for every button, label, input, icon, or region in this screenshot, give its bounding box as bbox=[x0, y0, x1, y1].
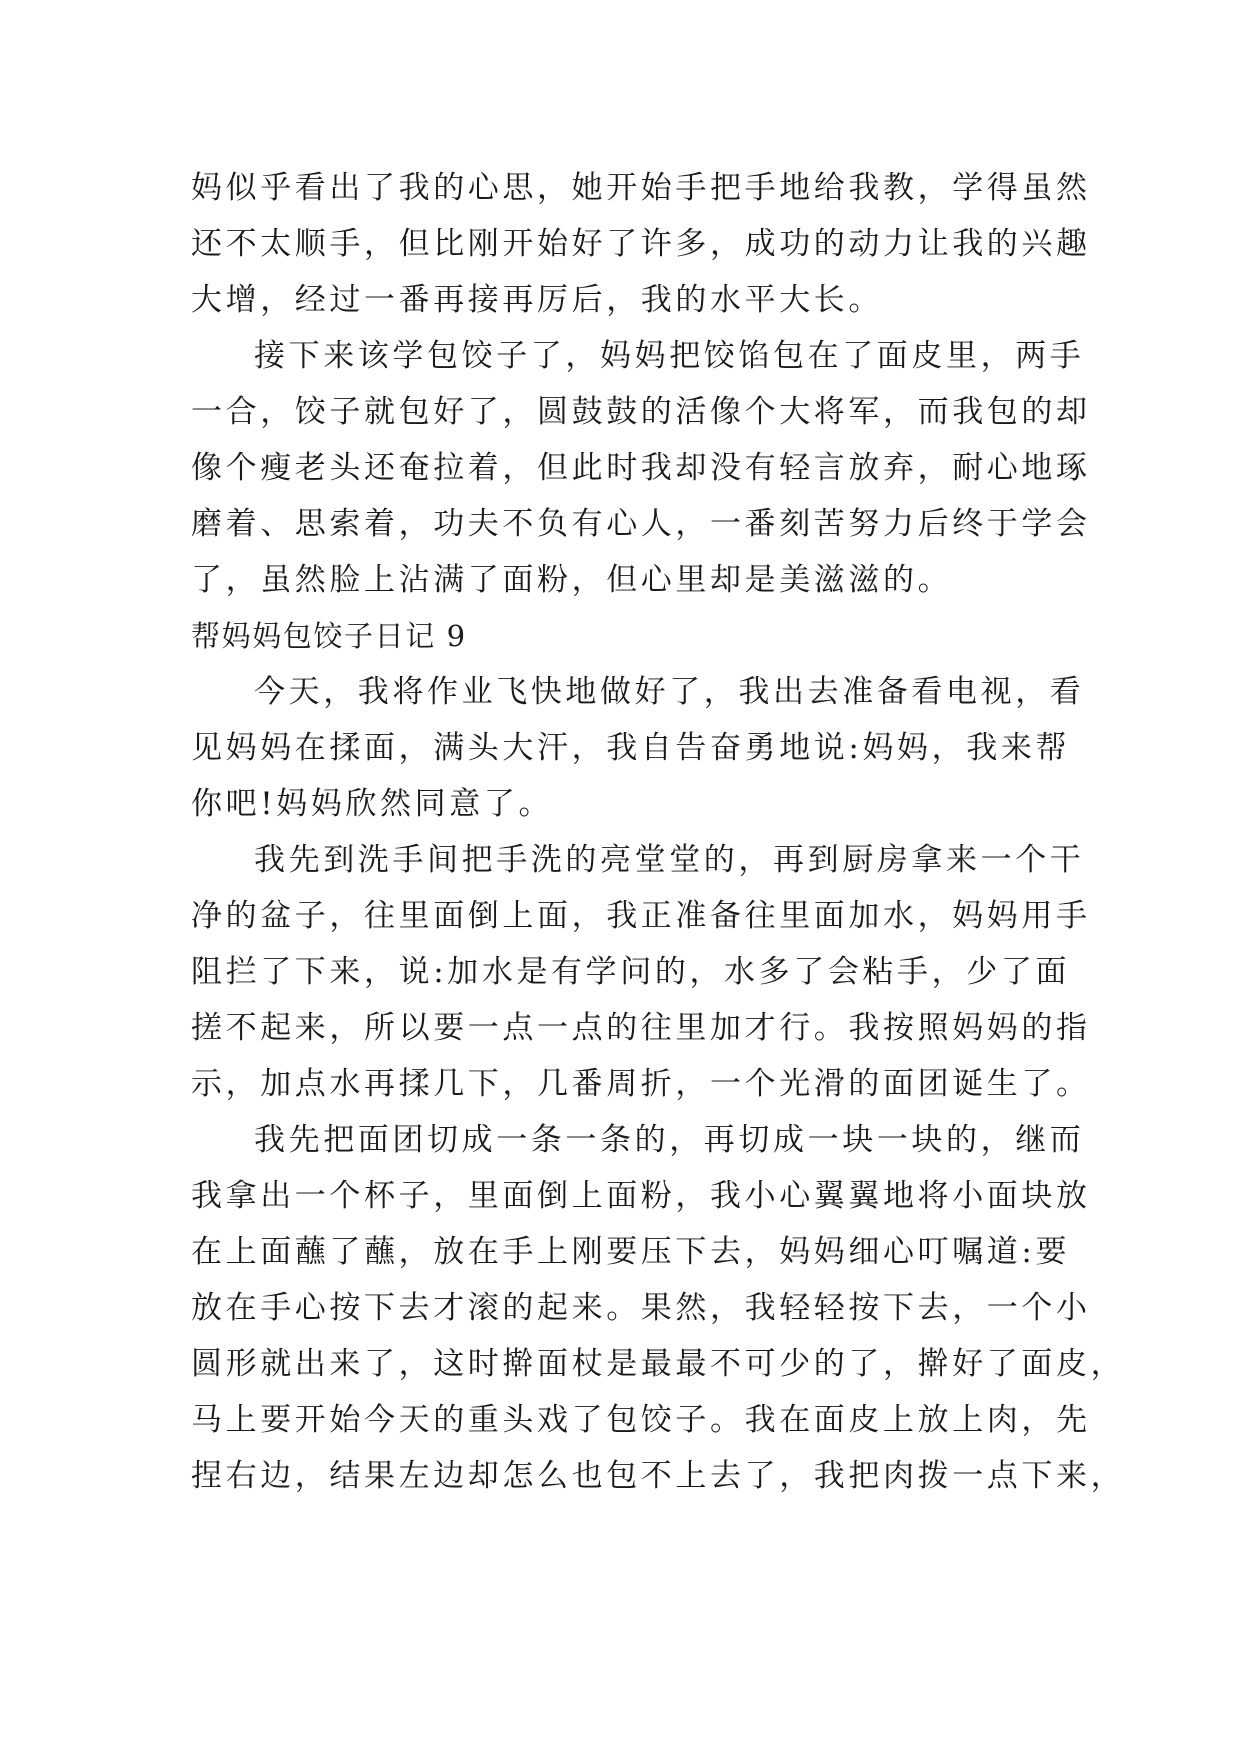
text-line: 我先到洗手间把手洗的亮堂堂的，再到厨房拿来一个干 bbox=[254, 842, 1085, 878]
paragraph bbox=[191, 664, 1085, 832]
paragraph bbox=[191, 328, 1091, 608]
text-line: 你吧!妈妈欣然同意了。 bbox=[191, 786, 554, 822]
text-line: 放在手心按下去才滚的起来。果然，我轻轻按下去，一个小 bbox=[191, 1290, 1091, 1326]
text-line: 磨着、思索着，功夫不负有心人，一番刻苦努力后终于学会 bbox=[191, 506, 1091, 542]
text-line: 阻拦了下来，说:加水是有学问的，水多了会粘手，少了面 bbox=[191, 954, 1071, 990]
text-line: 在上面蘸了蘸，放在手上刚要压下去，妈妈细心叮嘱道:要 bbox=[191, 1234, 1071, 1270]
text-line: 今天，我将作业飞快地做好了，我出去准备看电视，看 bbox=[254, 674, 1085, 710]
paragraph bbox=[191, 832, 1091, 1112]
paragraph bbox=[191, 1112, 1126, 1504]
text-line: 像个瘦老头还奄拉着，但此时我却没有轻言放弃，耐心地琢 bbox=[191, 450, 1091, 486]
text-line: 见妈妈在揉面，满头大汗，我自告奋勇地说:妈妈，我来帮 bbox=[191, 730, 1071, 766]
text-line: 大增，经过一番再接再厉后，我的水平大长。 bbox=[191, 282, 883, 318]
text-line: 还不太顺手，但比刚开始好了许多，成功的动力让我的兴趣 bbox=[191, 226, 1091, 262]
text-line: 示，加点水再揉几下，几番周折，一个光滑的面团诞生了。 bbox=[191, 1066, 1091, 1102]
text-line: 净的盆子，往里面倒上面，我正准备往里面加水，妈妈用手 bbox=[191, 898, 1091, 934]
text-line: 接下来该学包饺子了，妈妈把饺馅包在了面皮里，两手 bbox=[254, 338, 1085, 374]
document-body bbox=[191, 160, 1126, 1504]
text-line: 我先把面团切成一条一条的，再切成一块一块的，继而 bbox=[254, 1122, 1085, 1158]
text-line: 妈似乎看出了我的心思，她开始手把手地给我教，学得虽然 bbox=[191, 170, 1091, 206]
text-line: 了，虽然脸上沾满了面粉，但心里却是美滋滋的。 bbox=[191, 562, 953, 598]
text-line: 一合，饺子就包好了，圆鼓鼓的活像个大将军，而我包的却 bbox=[191, 394, 1091, 430]
text-line: 我拿出一个杯子，里面倒上面粉，我小心翼翼地将小面块放 bbox=[191, 1178, 1091, 1214]
text-line: 搓不起来，所以要一点一点的往里加才行。我按照妈妈的指 bbox=[191, 1010, 1091, 1046]
text-line: 马上要开始今天的重头戏了包饺子。我在面皮上放上肉，先 bbox=[191, 1402, 1091, 1438]
text-line: 圆形就出来了，这时擀面杖是最最不可少的了，擀好了面皮， bbox=[191, 1346, 1126, 1382]
section-heading: 帮妈妈包饺子日记 9 bbox=[191, 619, 467, 653]
text-line: 捏右边，结果左边却怎么也包不上去了，我把肉拨一点下来， bbox=[191, 1458, 1126, 1494]
paragraph bbox=[191, 160, 1091, 328]
